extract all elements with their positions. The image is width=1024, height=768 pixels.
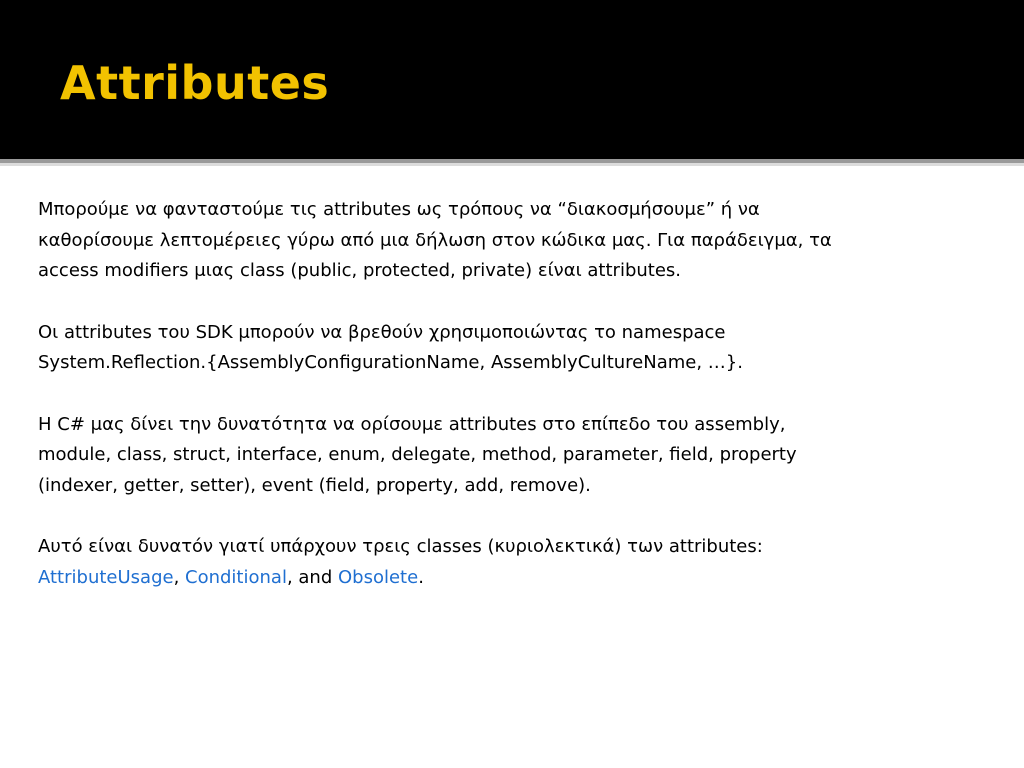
paragraph-line: Μπορούμε να φανταστούμε τις attributes ως τρόπους να “διακοσμήσουμε” ή να xyxy=(38,199,760,220)
paragraph-line: System.Reflection.{AssemblyConfigurationName, AssemblyCultureName, …}. xyxy=(38,352,743,373)
attributeusage-link[interactable]: AttributeUsage xyxy=(38,566,174,588)
title-divider-highlight xyxy=(0,163,1024,166)
paragraph-attributes-intro xyxy=(38,195,993,287)
paragraph-attribute-targets xyxy=(38,410,993,502)
links-line xyxy=(38,563,993,594)
paragraph-line: module, class, struct, interface, enum, delegate, method, parameter, field, property xyxy=(38,444,797,465)
slide-title: Attributes xyxy=(60,56,330,110)
slide-body xyxy=(38,195,993,624)
paragraph-line: access modifiers μιας class (public, protected, private) είναι attributes. xyxy=(38,260,682,281)
link-separator: , xyxy=(173,566,186,588)
link-separator: , and xyxy=(286,566,338,588)
paragraph-line: Οι attributes του SDK μπορούν να βρεθούν χρησιμοποιώντας το namespace xyxy=(38,321,726,343)
paragraph-line: (indexer, getter, setter), event (field, property, add, remove). xyxy=(38,474,591,496)
paragraph-sdk-attributes xyxy=(38,318,993,379)
paragraph-line: Η C# μας δίνει την δυνατότητα να ορίσουμε attributes στο επίπεδο του assembly, xyxy=(38,413,786,435)
conditional-link[interactable]: Conditional xyxy=(185,566,287,588)
paragraph-attribute-classes xyxy=(38,532,993,593)
title-band xyxy=(0,0,1024,159)
paragraph-line: Αυτό είναι δυνατόν γιατί υπάρχουν τρεις classes (κυριολεκτικά) των attributes: xyxy=(38,536,763,557)
paragraph-line: καθορίσουμε λεπτομέρειες γύρω από μια δήλωση στον κώδικα μας. Για παράδειγμα, τα xyxy=(38,229,832,251)
link-separator: . xyxy=(418,566,424,588)
obsolete-link[interactable]: Obsolete xyxy=(337,566,419,588)
